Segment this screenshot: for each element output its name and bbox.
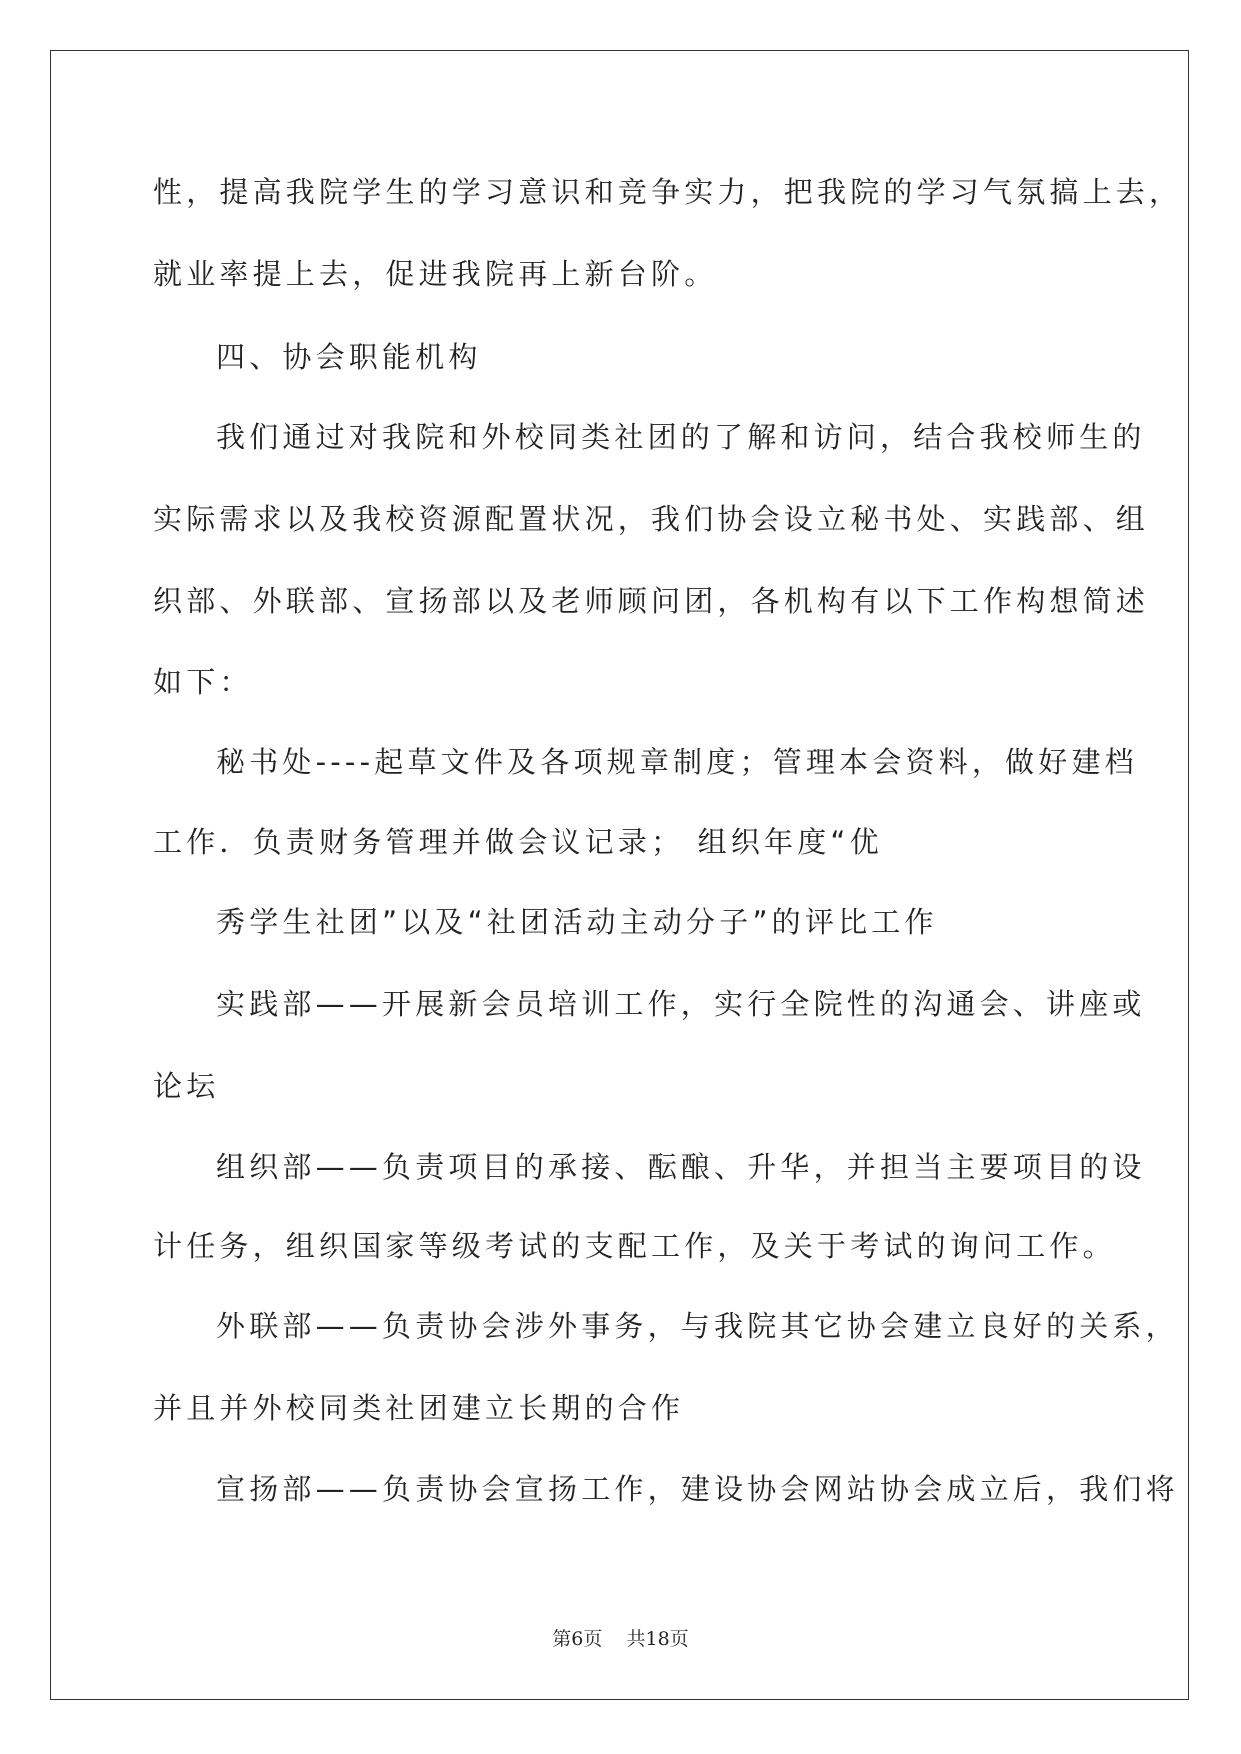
text-line: 秀学生社团”以及“社团活动主动分子”的评比工作 xyxy=(216,905,938,939)
text-line: 外联部——负责协会涉外事务，与我院其它协会建立良好的关系， xyxy=(216,1309,1179,1343)
text-line: 工作．负责财务管理并做会议记录； 组织年度“优 xyxy=(153,825,883,859)
page-footer xyxy=(0,1624,1241,1651)
page-border xyxy=(50,50,1189,1700)
text-line: 就业率提上去，促进我院再上新台阶。 xyxy=(153,257,718,291)
text-line: 织部、外联部、宣扬部以及老师顾问团，各机构有以下工作构想简述 xyxy=(153,584,1150,618)
text-line: 实际需求以及我校资源配置状况，我们协会设立秘书处、实践部、组 xyxy=(153,502,1150,536)
text-line: 我们通过对我院和外校同类社团的了解和访问，结合我校师生的 xyxy=(216,420,1146,454)
text-line: 宣扬部——负责协会宣扬工作，建设协会网站协会成立后，我们将 xyxy=(216,1472,1179,1506)
text-line: 实践部——开展新会员培训工作，实行全院性的沟通会、讲座或 xyxy=(216,987,1146,1021)
text-line: 如下： xyxy=(153,665,253,699)
page-number: 第6页 xyxy=(552,1628,603,1650)
page-total: 共18页 xyxy=(626,1628,689,1650)
text-line: 论坛 xyxy=(153,1069,220,1103)
text-line: 秘书处----起草文件及各项规章制度；管理本会资料，做好建档 xyxy=(216,745,1138,779)
text-line: 并且并外校同类社团建立长期的合作 xyxy=(153,1391,685,1425)
section-heading: 四、协会职能机构 xyxy=(216,340,482,374)
text-line: 性，提高我院学生的学习意识和竞争实力，把我院的学习气氛搞上去， xyxy=(153,175,1183,209)
text-line: 组织部——负责项目的承接、酝酿、升华，并担当主要项目的设 xyxy=(216,1150,1146,1184)
text-line: 计任务，组织国家等级考试的支配工作，及关于考试的询问工作。 xyxy=(153,1229,1116,1263)
